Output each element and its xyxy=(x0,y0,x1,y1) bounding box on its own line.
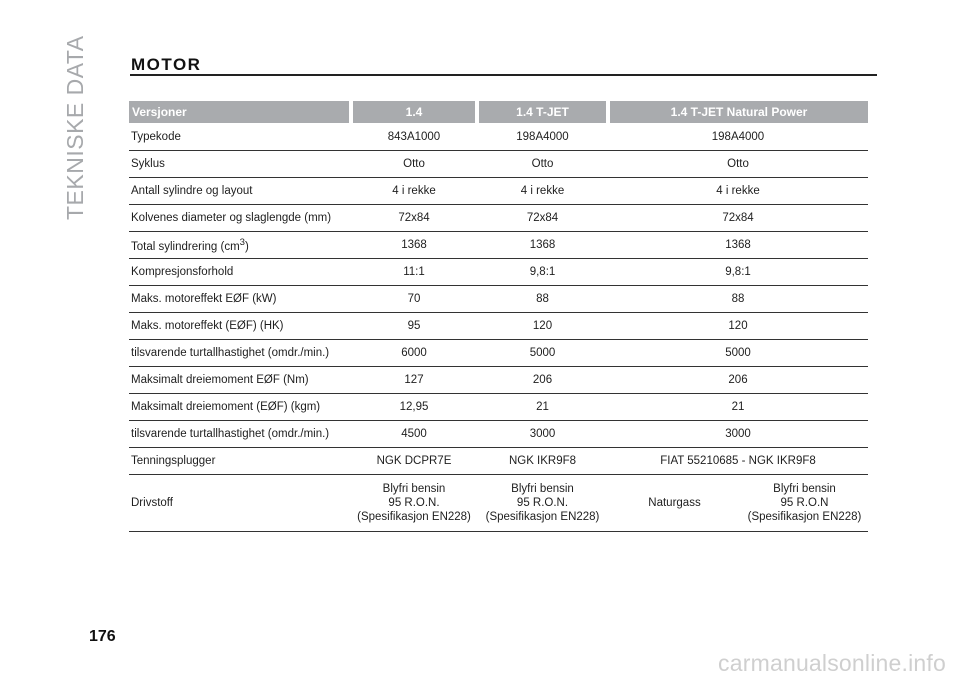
page-number: 176 xyxy=(89,628,116,645)
row-label xyxy=(129,421,351,448)
row-label xyxy=(129,286,351,313)
cell-version-1: NGK DCPR7E xyxy=(351,448,477,475)
cell-version-2: NGK IKR9F8 xyxy=(477,448,608,475)
fuel-line: (Spesifikasjon EN228) xyxy=(357,511,471,523)
header-version-3: 1.4 T-JET Natural Power xyxy=(608,101,868,123)
fuel-line: 95 R.O.N. xyxy=(388,497,440,509)
row-label xyxy=(129,232,351,259)
header-versions: Versjoner xyxy=(129,101,351,123)
row-label xyxy=(129,313,351,340)
table-row xyxy=(129,313,868,340)
cell-version-3: Otto xyxy=(608,151,868,178)
table-row xyxy=(129,259,868,286)
cell-version-2: 198A4000 xyxy=(477,123,608,151)
row-label-text: Maks. motoreffekt (EØF) (HK) xyxy=(131,320,284,332)
fuel-line: 95 R.O.N. xyxy=(516,497,569,509)
fuel-line: Blyfri bensin xyxy=(382,483,446,495)
row-label xyxy=(129,367,351,394)
cell-version-2: 120 xyxy=(477,313,608,340)
table-row-fuel xyxy=(129,475,868,532)
cell-version-3: FIAT 55210685 - NGK IKR9F8 xyxy=(608,448,868,475)
row-label-text: Syklus xyxy=(131,158,165,170)
table-row xyxy=(129,286,868,313)
cell-version-1: 6000 xyxy=(351,340,477,367)
cell-version-1: 11:1 xyxy=(351,259,477,286)
row-label xyxy=(129,123,351,151)
row-label-text: Typekode xyxy=(131,130,181,143)
table-row xyxy=(129,367,868,394)
cell-version-3: 206 xyxy=(608,367,868,394)
row-label xyxy=(129,151,351,178)
heading-rule xyxy=(130,74,877,76)
watermark: carmanualsonline.info xyxy=(718,650,946,676)
row-label-text: Kolvenes diameter og slaglengde (mm) xyxy=(131,212,332,224)
cell-version-3: 21 xyxy=(608,394,868,421)
cell-version-3: 120 xyxy=(608,313,868,340)
cell-version-1: 843A1000 xyxy=(351,123,477,151)
row-label xyxy=(129,394,351,421)
cell-version-1: 12,95 xyxy=(351,394,477,421)
cell-version-3: 4 i rekke xyxy=(608,178,868,205)
row-label-end: ) xyxy=(244,240,249,253)
table-row xyxy=(129,232,868,259)
cell-version-3: 9,8:1 xyxy=(608,259,868,286)
cell-version-1: 1368 xyxy=(351,232,477,259)
cell-version-2: 1368 xyxy=(477,232,608,259)
cell-version-1: 70 xyxy=(351,286,477,313)
table-header-row xyxy=(129,101,868,123)
cell-version-3: 198A4000 xyxy=(608,123,868,151)
table-row xyxy=(129,421,868,448)
cell-version-2: 72x84 xyxy=(477,205,608,232)
row-label-text: tilsvarende turtallhastighet (omdr./min.) xyxy=(131,347,330,359)
row-label-text: Tenningsplugger xyxy=(131,455,216,467)
cell-version-2: 88 xyxy=(477,286,608,313)
row-label xyxy=(129,205,351,232)
fuel-version-3-gas: Naturgass xyxy=(608,475,741,532)
table-row xyxy=(129,394,868,421)
fuel-line: Blyfri bensin xyxy=(511,483,574,495)
header-version-2: 1.4 T-JET xyxy=(477,101,608,123)
header-version-1: 1.4 xyxy=(351,101,477,123)
cell-version-3: 5000 xyxy=(608,340,868,367)
cell-version-1: 72x84 xyxy=(351,205,477,232)
cell-version-2: 206 xyxy=(477,367,608,394)
cell-version-3: 72x84 xyxy=(608,205,868,232)
cell-version-3: 88 xyxy=(608,286,868,313)
table-row xyxy=(129,340,868,367)
fuel-version-1 xyxy=(351,475,477,532)
cell-version-2: 9,8:1 xyxy=(477,259,608,286)
section-side-title-text: TEKNISKE DATA xyxy=(62,35,88,220)
cell-version-1: 4500 xyxy=(351,421,477,448)
cell-version-3: 1368 xyxy=(608,232,868,259)
row-label xyxy=(129,259,351,286)
row-label: Drivstoff xyxy=(129,475,351,532)
row-label xyxy=(129,178,351,205)
table-row xyxy=(129,123,868,151)
table-row xyxy=(129,205,868,232)
fuel-line: 95 R.O.N xyxy=(780,497,829,509)
row-label-text: Maks. motoreffekt EØF (kW) xyxy=(131,293,277,305)
table-row xyxy=(129,448,868,475)
section-side-title xyxy=(60,35,88,220)
cell-version-2: 4 i rekke xyxy=(477,178,608,205)
cell-version-1: Otto xyxy=(351,151,477,178)
fuel-line: (Spesifikasjon EN228) xyxy=(485,511,600,523)
fuel-line: (Spesifikasjon EN228) xyxy=(747,511,862,523)
row-label xyxy=(129,448,351,475)
row-label xyxy=(129,340,351,367)
cell-version-2: 21 xyxy=(477,394,608,421)
row-label-text: Total sylindrering (cm xyxy=(131,240,240,253)
fuel-version-2 xyxy=(477,475,608,532)
row-label-text: Maksimalt dreiemoment (EØF) (kgm) xyxy=(131,401,321,413)
table-row xyxy=(129,178,868,205)
cell-version-1: 95 xyxy=(351,313,477,340)
page-heading: MOTOR xyxy=(131,55,202,74)
row-label-superscript: 3 xyxy=(239,237,245,249)
fuel-version-3-petrol xyxy=(741,475,868,532)
row-label-text: tilsvarende turtallhastighet (omdr./min.) xyxy=(131,428,330,440)
row-label-text: Antall sylindre og layout xyxy=(131,185,253,197)
cell-version-2: Otto xyxy=(477,151,608,178)
cell-version-1: 4 i rekke xyxy=(351,178,477,205)
table-row xyxy=(129,151,868,178)
fuel-line: Blyfri bensin xyxy=(773,483,836,495)
engine-spec-table xyxy=(129,101,868,532)
table-body xyxy=(129,123,868,532)
cell-version-2: 3000 xyxy=(477,421,608,448)
cell-version-3: 3000 xyxy=(608,421,868,448)
row-label-text: Maksimalt dreiemoment EØF (Nm) xyxy=(131,374,309,386)
row-label-text: Kompresjonsforhold xyxy=(131,266,234,278)
cell-version-1: 127 xyxy=(351,367,477,394)
cell-version-2: 5000 xyxy=(477,340,608,367)
